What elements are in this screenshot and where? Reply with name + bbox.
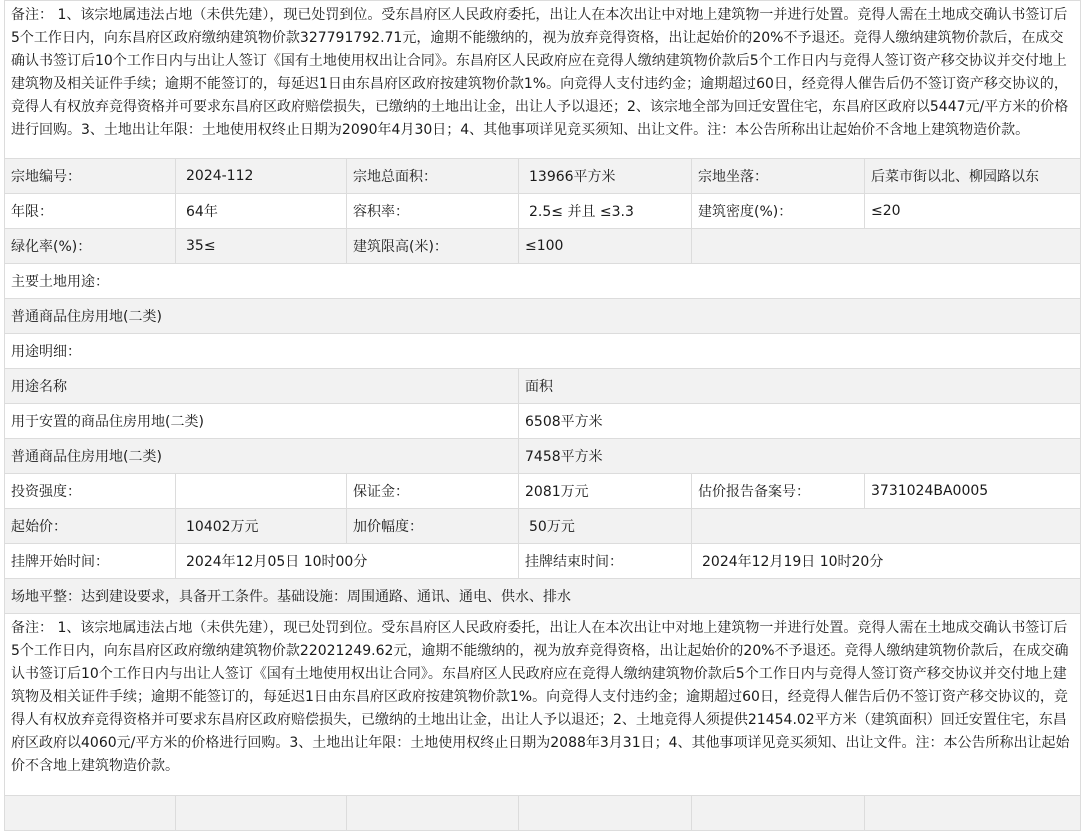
land-listing-table [4,0,1081,831]
empty-cell [692,509,1081,544]
far-value: 2.5≤ 并且 ≤3.3 [519,194,692,229]
finance-row-1 [5,474,1081,509]
site-condition-row [5,579,1081,614]
use-detail-label: 用途明细： [5,334,1081,369]
empty-cell [692,229,1081,264]
deposit-value: 2081万元 [519,474,692,509]
listing-end-label: 挂牌结束时间： [519,544,692,579]
far-label: 容积率： [347,194,519,229]
increment-value: 50万元 [519,509,692,544]
table-row [5,404,1081,439]
parcel-row-2 [5,194,1081,229]
use-area-cell: 6508平方米 [519,404,1081,439]
parcel-area-label: 宗地总面积： [347,159,519,194]
listing-time-row [5,544,1081,579]
listing-start-value: 2024年12月05日 10时00分 [176,544,519,579]
remarks-text-2: 备注： 1、该宗地属违法占地（未供先建），现已处罚到位。受东昌府区人民政府委托，出让人在本次出让中对地上建筑物一并进行处置。竞得人需在土地成交确认书签订后5个工作日内，向东昌府区政府缴纳建筑物价款22021249.62元，逾期不能缴纳的，视为放弃竞得资格，出让起始价的20%不予退还。竞得人缴纳建筑物价款后，在成交确认书签订后10个工作日内与出让人签订《国有土地使用权出让合同》。东昌府区人民政府应在竞得人缴纳建筑物价款后5个工作日内与竞得人签订资产移交协议并交付地上建筑物及相关证件手续；逾期不能签订的，每延迟1日由东昌府区政府按建筑物价款1%。向竞得人支付违约金；逾期超过60日，经竞得人催告后仍不签订资产移交协议的，竞得人有权放弃竞得资格并可要求东昌府区政府赔偿损失，已缴纳的土地出让金，出让人予以退还；2、土地竞得人须提供21454.02平方米（建筑面积）回迁安置住宅，东昌府区政府以4060元/平方米的价格进行回购。3、土地出让年限：土地使用权终止日期为2088年3月31日；4、其他事项详见竞买须知、出让文件。注：本公告所称出让起始价不含地上建筑物造价款。 [5,614,1081,796]
parcel-id-label: 宗地编号： [5,159,176,194]
main-use-label: 主要土地用途： [5,264,1081,299]
parcel-row-3 [5,229,1081,264]
main-use-value-row [5,299,1081,334]
green-rate-label: 绿化率(%)： [5,229,176,264]
parcel-area-value: 13966平方米 [519,159,692,194]
listing-start-label: 挂牌开始时间： [5,544,176,579]
finance-row-2 [5,509,1081,544]
main-use-value: 普通商品住房用地(二类) [5,299,1081,334]
use-area-header: 面积 [519,369,1081,404]
investment-label: 投资强度： [5,474,176,509]
site-condition: 场地平整：达到建设要求，具备开工条件。基础设施：周围通路、通讯、通电、供水、排水 [5,579,1081,614]
parcel-row-1 [5,159,1081,194]
land-listing-document [4,0,1080,831]
parcel-location-label: 宗地坐落： [692,159,865,194]
investment-value [176,474,347,509]
note-row [5,1,1081,159]
density-value: ≤20 [865,194,1081,229]
appraisal-label: 估价报告备案号： [692,474,865,509]
use-name-cell: 用于安置的商品住房用地(二类) [5,404,519,439]
use-area-cell: 7458平方米 [519,439,1081,474]
increment-label: 加价幅度： [347,509,519,544]
green-rate-value: 35≤ [176,229,347,264]
height-limit-value: ≤100 [519,229,692,264]
parcel-id-value: 2024-112 [176,159,347,194]
height-limit-label: 建筑限高(米)： [347,229,519,264]
use-name-cell: 普通商品住房用地(二类) [5,439,519,474]
use-table-header [5,369,1081,404]
table-row [5,439,1081,474]
term-value: 64年 [176,194,347,229]
start-price-label: 起始价： [5,509,176,544]
remarks-text: 备注： 1、该宗地属违法占地（未供先建），现已处罚到位。受东昌府区人民政府委托，出让人在本次出让中对地上建筑物一并进行处置。竞得人需在土地成交确认书签订后5个工作日内，向东昌府区政府缴纳建筑物价款327791792.71元，逾期不能缴纳的，视为放弃竞得资格，出让起始价的20%不予退还。竞得人缴纳建筑物价款后，在成交确认书签订后10个工作日内与出让人签订《国有土地使用权出让合同》。东昌府区人民政府应在竞得人缴纳建筑物价款后5个工作日内与竞得人签订资产移交协议并交付地上建筑物及相关证件手续；逾期不能签订的，每延迟1日由东昌府区政府按建筑物价款1%。向竞得人支付违约金；逾期超过60日，经竞得人催告后仍不签订资产移交协议的，竞得人有权放弃竞得资格并可要求东昌府区政府赔偿损失，已缴纳的土地出让金，出让人予以退还；2、该宗地全部为回迁安置住宅，东昌府区政府以5447元/平方米的价格进行回购。3、土地出让年限：土地使用权终止日期为2090年4月30日；4、其他事项详见竞买须知、出让文件。注：本公告所称出让起始价不含地上建筑物造价款。 [5,1,1081,159]
listing-end-value: 2024年12月19日 10时20分 [692,544,1081,579]
density-label: 建筑密度(%)： [692,194,865,229]
main-use-label-row [5,264,1081,299]
use-name-header: 用途名称 [5,369,519,404]
term-label: 年限： [5,194,176,229]
appraisal-value: 3731024BA0005 [865,474,1081,509]
start-price-value: 10402万元 [176,509,347,544]
parcel-location-value: 后菜市街以北、柳园路以东 [865,159,1081,194]
note-row-2 [5,614,1081,796]
use-detail-label-row [5,334,1081,369]
deposit-label: 保证金： [347,474,519,509]
